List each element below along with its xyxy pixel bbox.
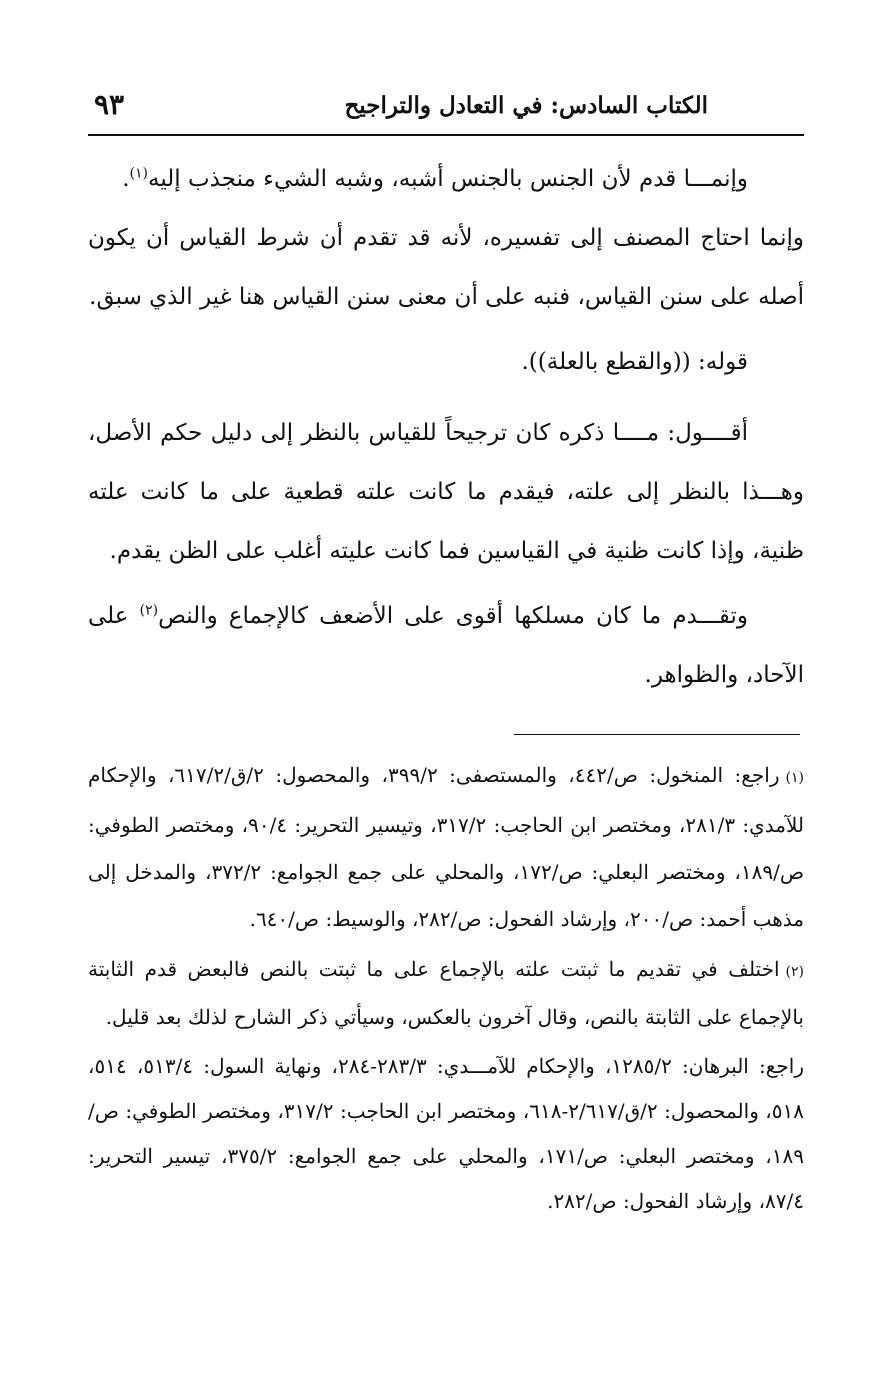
paragraph-3: قوله: ((والقطع بالعلة)). xyxy=(521,349,748,375)
main-text xyxy=(88,150,804,705)
page-number: ٩٣ xyxy=(94,88,125,121)
paragraph-5 xyxy=(88,587,804,705)
running-head: الكتاب السادس: في التعادل والتراجيح xyxy=(344,92,708,119)
footnote-1-text: راجع: المنخول: ص/٤٤٢، والمستصفى: ٣٩٩/٢، والمحصول: ٢/ق/٦١٧/٢، والإحكام للآمدي: ٢٨١/٣، ومختصر ابن الحاجب: ٣١٧/٢، وتيسير التحرير: ٩٠/٤، ومختصر الطوفي: ص/١٨٩، ومختصر البعلي: ص/١٧٢، والمحلي على جمع الجوامع: ٣٧٢/٢، والمدخل إلى مذهب أحمد: ص/٢٠٠، وإرشاد الفحول: ص/٢٨٢، والوسيط: ص/٦٤٠. xyxy=(88,763,805,931)
paragraph-4: أقــــول: مــــا ذكره كان ترجيحاً للقياس بالنظر إلى دليل حكم الأصل، وهـــذا بالنظر إلى علته، فيقدم ما كانت علته قطعية على ما كانت علته ظنية، وإذا كانت ظنية في القياسين فما كانت عليته أغلب على الظن يقدم. xyxy=(88,420,804,564)
paragraph-2: وإنما احتاج المصنف إلى تفسيره، لأنه قد تقدم أن شرط القياس أن يكون أصله على سنن القياس، فنبه على أن معنى سنن القياس هنا غير الذي سبق. xyxy=(88,225,804,310)
footnote-separator xyxy=(514,734,800,735)
paragraph-5-end: على الآحاد، والظواهر. xyxy=(88,603,804,688)
paragraph-1-text: وإنمـــا قدم لأن الجنس بالجنس أشبه، وشبه الشيء منجذب إليه xyxy=(148,166,748,192)
footnotes xyxy=(88,752,804,1224)
page-header xyxy=(88,88,804,136)
footnote-2 xyxy=(88,947,804,1040)
footnote-2-number: (٢) xyxy=(785,964,804,980)
paragraph-5-text: وتقـــدم ما كان مسلكها أقوى على الأضعف كالإجماع والنص xyxy=(158,603,748,629)
paragraph-1 xyxy=(88,150,804,209)
footnote-ref-2[interactable]: (٢) xyxy=(139,602,159,619)
footnote-2-continued: راجع: البرهان: ١٢٨٥/٢، والإحكام للآمـــدي: ٢٨٣/٣-٢٨٤، ونهاية السول: ٥١٣/٤، ٥١٤، ٥١٨، والمحصول: ٢/ق/٢/٦١٧-٦١٨، ومختصر ابن الحاجب: ٣١٧/٢، ومختصر الطوفي: ص/١٨٩، ومختصر البعلي: ص/١٧١، والمحلي على جمع الجوامع: ٣٧٥/٢، تيسير التحرير: ٨٧/٤، وإرشاد الفحول: ص/٢٨٢. xyxy=(88,1054,804,1213)
footnote-1-number: (١) xyxy=(785,770,804,786)
footnote-ref-1[interactable]: (١) xyxy=(129,165,149,182)
paragraph-1-end: . xyxy=(122,166,130,192)
footnote-1 xyxy=(88,752,804,943)
footnote-2-text: اختلف في تقديم ما ثبتت علته بالإجماع على ما ثبتت بالنص فالبعض قدم الثابتة بالإجماع على الثابتة بالنص، وقال آخرون بالعكس، وسيأتي ذكر الشارح لذلك بعد قليل. xyxy=(88,957,804,1029)
